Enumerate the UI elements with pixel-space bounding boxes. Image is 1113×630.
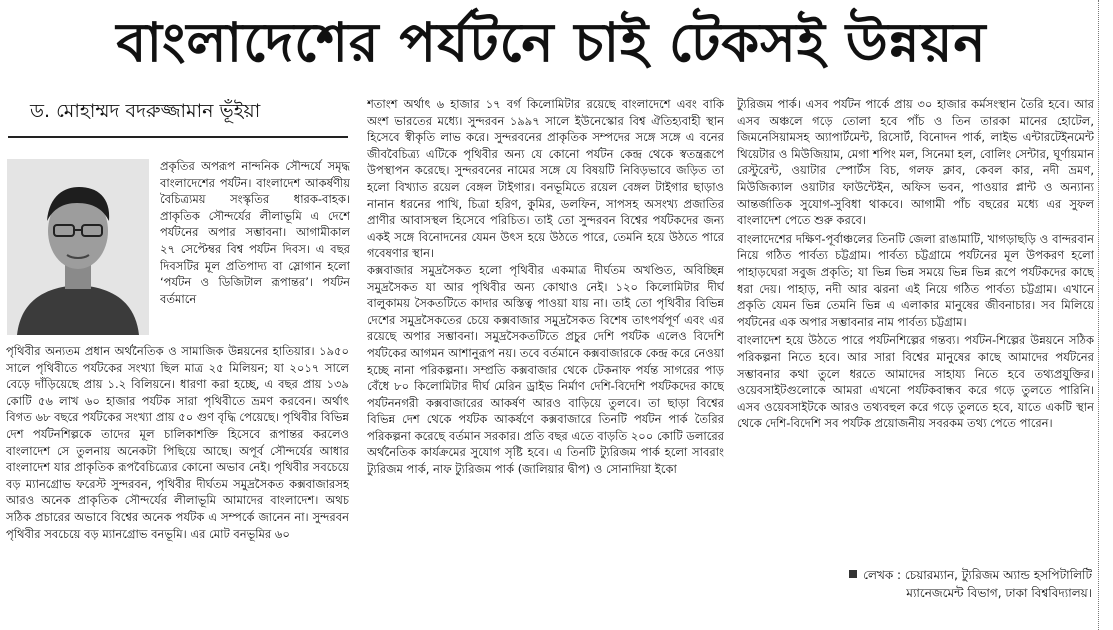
byline-divider xyxy=(8,136,348,138)
square-bullet-icon xyxy=(849,570,857,578)
author-byline: ড. মোহাম্মদ বদরুজ্জামান ভূঁইয়া xyxy=(30,100,261,122)
paragraph: কক্সবাজার সমুদ্রসৈকত হলো পৃথিবীর একমাত্র দীর্ঘতম অখণ্ডিত, অবিচ্ছিন্ন সমুদ্রসৈকত যা আর পৃথিবীর অন্য কোথাও নেই। ১২০ কিলোমিটার দীর্ঘ বালুকাময় সৈকতটিতে কাদার অস্তিত্ব পাওয়া যায় না। তাই তো পৃথিবীর বিভিন্ন দেশের সমুদ্রসৈকতের চেয়ে কক্সবাজার সমুদ্রসৈকত বিশেষ তাৎপর্যপূর্ণ এবং এর রয়েছে অপার সম্ভাবনা। সমুদ্রসৈকতটিতে প্রচুর দেশি পর্যটক এলেও বিদেশি পর্যটকের আগমন আশানুরূপ নয়। তবে বর্তমানে কক্সবাজারকে কেন্দ্র করে নেওয়া হচ্ছে নানা পরিকল্পনা। সম্প্রতি কক্সবাজার থেকে টেকনাফ পর্যন্ত সাগরের পাড় বেঁধে ৮০ কিলোমিটার দীর্ঘ মেরিন ড্রাইভ নির্মাণ দেশি-বিদেশি পর্যটকদের কাছে পর্যটননগরী কক্সবাজারের আকর্ষণ আরও বাড়িয়ে তুলবে। তা ছাড়া বিশ্বের বিভিন্ন দেশ থেকে পর্যটক আকর্ষণে কক্সবাজারে তিনটি পর্যটন পার্ক তৈরির পরিকল্পনা করেছে বর্তমান সরকার। প্রতি বছর এতে বাড়তি ২০০ কোটি ডলারের অর্থনৈতিক কার্যক্রমের সুযোগ সৃষ্টি হবে। এ তিনটি ট্যুরিজম পার্ক হলো সাবরাং ট্যুরিজম পার্ক, নাফ ট্যুরিজম পার্ক (জালিয়ার দ্বীপ) ও সোনাদিয়া ইকো xyxy=(367,262,724,477)
author-portrait-photo xyxy=(7,159,149,335)
column-3-text xyxy=(737,96,1094,566)
paragraph: ট্যুরিজম পার্ক। এসব পর্যটন পার্কে প্রায় ৩০ হাজার কর্মসংস্থান তৈরি হবে। আর এসব অঞ্চলে গড়ে তোলা হবে পাঁচ ও তিন তারকা মানের হোটেল, জিমনেসিয়ামসহ অ্যাপার্টমেন্ট, রিসোর্ট, বিনোদন পার্ক, লাইভ এন্টারটেইনমেন্ট থিয়েটার ও মিউজিয়াম, মেগা শপিং মল, সিনেমা হল, বোলিং সেন্টার, ঘূর্ণায়মান রেস্টুরেন্ট, ওয়াটার স্পোর্টস বিচ, গলফ ক্লাব, কেবল কার, নদী ভ্রমণ, মিউজিক্যাল ওয়াটার ফাউন্টেইন, অফিস ভবন, পাওয়ার প্লান্ট ও অন্যান্য আন্তর্জাতিক সুযোগ-সুবিধা থাকবে। আগামী পাঁচ বছরের মধ্যে এর সুফল বাংলাদেশ পেতে শুরু করবে। xyxy=(737,97,1094,228)
column-1-bottom-text xyxy=(6,343,349,613)
writer-info xyxy=(737,566,1092,612)
author-portrait-icon xyxy=(7,159,149,335)
paragraph: বাংলাদেশের দক্ষিণ-পূর্বাঞ্চলের তিনটি জেলা রাঙামাটি, খাগড়াছড়ি ও বান্দরবান নিয়ে গঠিত পার্বত্য চট্টগ্রাম। পার্বত্য চট্টগ্রামে পর্যটনের মূল উপকরণ হলো পাহাড়ঘেরা সবুজ প্রকৃতি; যা ভিন্ন ভিন্ন সময়ে ভিন্ন ভিন্ন রূপে পর্যটকদের কাছে ধরা দেয়। পাহাড়, নদী আর ঝরনা এই নিয়ে গঠিত পার্বত্য চট্টগ্রাম। এখানে প্রকৃতি যেমন ভিন্ন তেমনি ভিন্ন এ এলাকার মানুষের জীবনাচার। সব মিলিয়ে পর্যটনের এক অপার সম্ভাবনার নাম পার্বত্য চট্টগ্রাম। xyxy=(737,231,1094,329)
adjacent-column-edge xyxy=(1098,0,1113,630)
column-1-top-text xyxy=(160,158,350,342)
headline: বাংলাদেশের পর্যটনে চাই টেকসই উন্নয়ন xyxy=(116,11,987,74)
paragraph: বাংলাদেশ হয়ে উঠতে পারে পর্যটনশিল্পের গন্তব্য। পর্যটন-শিল্পের উন্নয়নে সঠিক পরিকল্পনা নিতে হবে। আর সারা বিশ্বের মানুষের কাছে আমাদের পর্যটনের সম্ভাবনার কথা তুলে ধরতে আমাদের সাহায্য নিতে হবে তথ্যপ্রযুক্তির। ওয়েবসাইটগুলোকে আমরা এখনো পর্যটকবান্ধব করে গড়ে তুলতে পারিনি। এসব ওয়েবসাইটকে আরও তথ্যবহুল করে গড়ে তুলতে হবে, যাতে একটি স্থান থেকে দেশি-বিদেশি সব পর্যটক প্রয়োজনীয় সবরকম তথ্য পেতে পারেন। xyxy=(737,333,1094,431)
column-2-text xyxy=(367,96,724,614)
paragraph: পৃথিবীর অন্যতম প্রধান অর্থনৈতিক ও সামাজিক উন্নয়নের হাতিয়ার। ১৯৫০ সালে পৃথিবীতে পর্যটকের সংখ্যা ছিল মাত্র ২৫ মিলিয়ন; যা ২০১৭ সালে বেড়ে দাঁড়িয়েছে প্রায় ১.২ বিলিয়নে। ধারণা করা হচ্ছে, এ বছর প্রায় ১৩৯ কোটি ৫৬ লাখ ৬০ হাজার পর্যটক সারা পৃথিবীতে ভ্রমণ করবেন। অর্থাৎ বিগত ৬৮ বছরে পর্যটকের সংখ্যা প্রায় ৫০ গুণ বৃদ্ধি পেয়েছে। পৃথিবীর বিভিন্ন দেশ পর্যটনশিল্পকে তাদের মূল চালিকাশক্তি হিসেবে রূপান্তর করলেও বাংলাদেশ সে তুলনায় অনেকটা পিছিয়ে আছে। অপূর্ব সৌন্দর্যের আধার বাংলাদেশ যার প্রাকৃতিক রূপবৈচিত্র্যের কোনো অভাব নেই। পৃথিবীর সবচেয়ে বড় ম্যানগ্রোভ ফরেস্ট সুন্দরবন, পৃথিবীর দীর্ঘতম সমুদ্রসৈকত কক্সবাজারসহ আরও অনেক প্রাকৃতিক সৌন্দর্যের লীলাভূমি আমাদের বাংলাদেশ। অথচ সঠিক প্রচারের অভাবে বিশ্বের অনেক পর্যটক এ সম্পর্কে জানেন না। সুন্দরবন পৃথিবীর সবচেয়ে বড় ম্যানগ্রোভ বনভূমি। এর মোট বনভূমির ৬০ xyxy=(6,344,349,541)
writer-line-2: ম্যানেজমেন্ট বিভাগ, ঢাকা বিশ্ববিদ্যালয়। xyxy=(906,586,1092,600)
paragraph: শতাংশ অর্থাৎ ৬ হাজার ১৭ বর্গ কিলোমিটার রয়েছে বাংলাদেশে এবং বাকি অংশ ভারতের মধ্যে। সুন্দরবন ১৯৯৭ সালে ইউনেস্কোর বিশ্ব ঐতিহ্যবাহী স্থান হিসেবে স্বীকৃতি লাভ করে। সুন্দরবনের প্রাকৃতিক সম্পদের সঙ্গে সঙ্গে এ বনের জীববৈচিত্র্য এটিকে পৃথিবীর অন্য যে কোনো পর্যটন কেন্দ্র থেকে স্বতন্ত্ররূপে উপস্থাপন করেছে। সুন্দরবনের নামের সঙ্গে যে বিষয়টি নিবিড়ভাবে জড়িত তা হলো বিখ্যাত রয়েল বেঙ্গল টাইগার। বনভূমিতে রয়েল বেঙ্গল টাইগার ছাড়াও নানান ধরনের পাখি, চিত্রা হরিণ, কুমির, ডলফিন, সাপসহ অসংখ্য প্রজাতির প্রাণীর আবাসস্থল হিসেবে পরিচিত। তাই তো সুন্দরবন বিশ্বের পর্যটকদের জন্য একই সঙ্গে বিনোদনের যেমন উৎস হয়ে উঠতে পারে, তেমনি হয়ে উঠতে পারে গবেষণার স্থান। xyxy=(367,97,724,261)
writer-line-1: লেখক : চেয়ারম্যান, ট্যুরিজম অ্যান্ড হসপিটালিটি xyxy=(863,568,1092,582)
paragraph: প্রকৃতির অপরূপ নান্দনিক সৌন্দর্যে সমৃদ্ধ বাংলাদেশের পর্যটন। বাংলাদেশ আকর্ষণীয় বৈচিত্র্যময় সংস্কৃতির ধারক-বাহক। প্রাকৃতিক সৌন্দর্যের লীলাভূমি এ দেশে পর্যটনের অপার সম্ভাবনা। আগামীকাল ২৭ সেপ্টেম্বর বিশ্ব পর্যটন দিবস। এ বছর দিবসটির মূল প্রতিপাদ্য বা স্লোগান হলো ‘পর্যটন ও ডিজিটাল রূপান্তর’। পর্যটন বর্তমানে xyxy=(160,159,350,306)
